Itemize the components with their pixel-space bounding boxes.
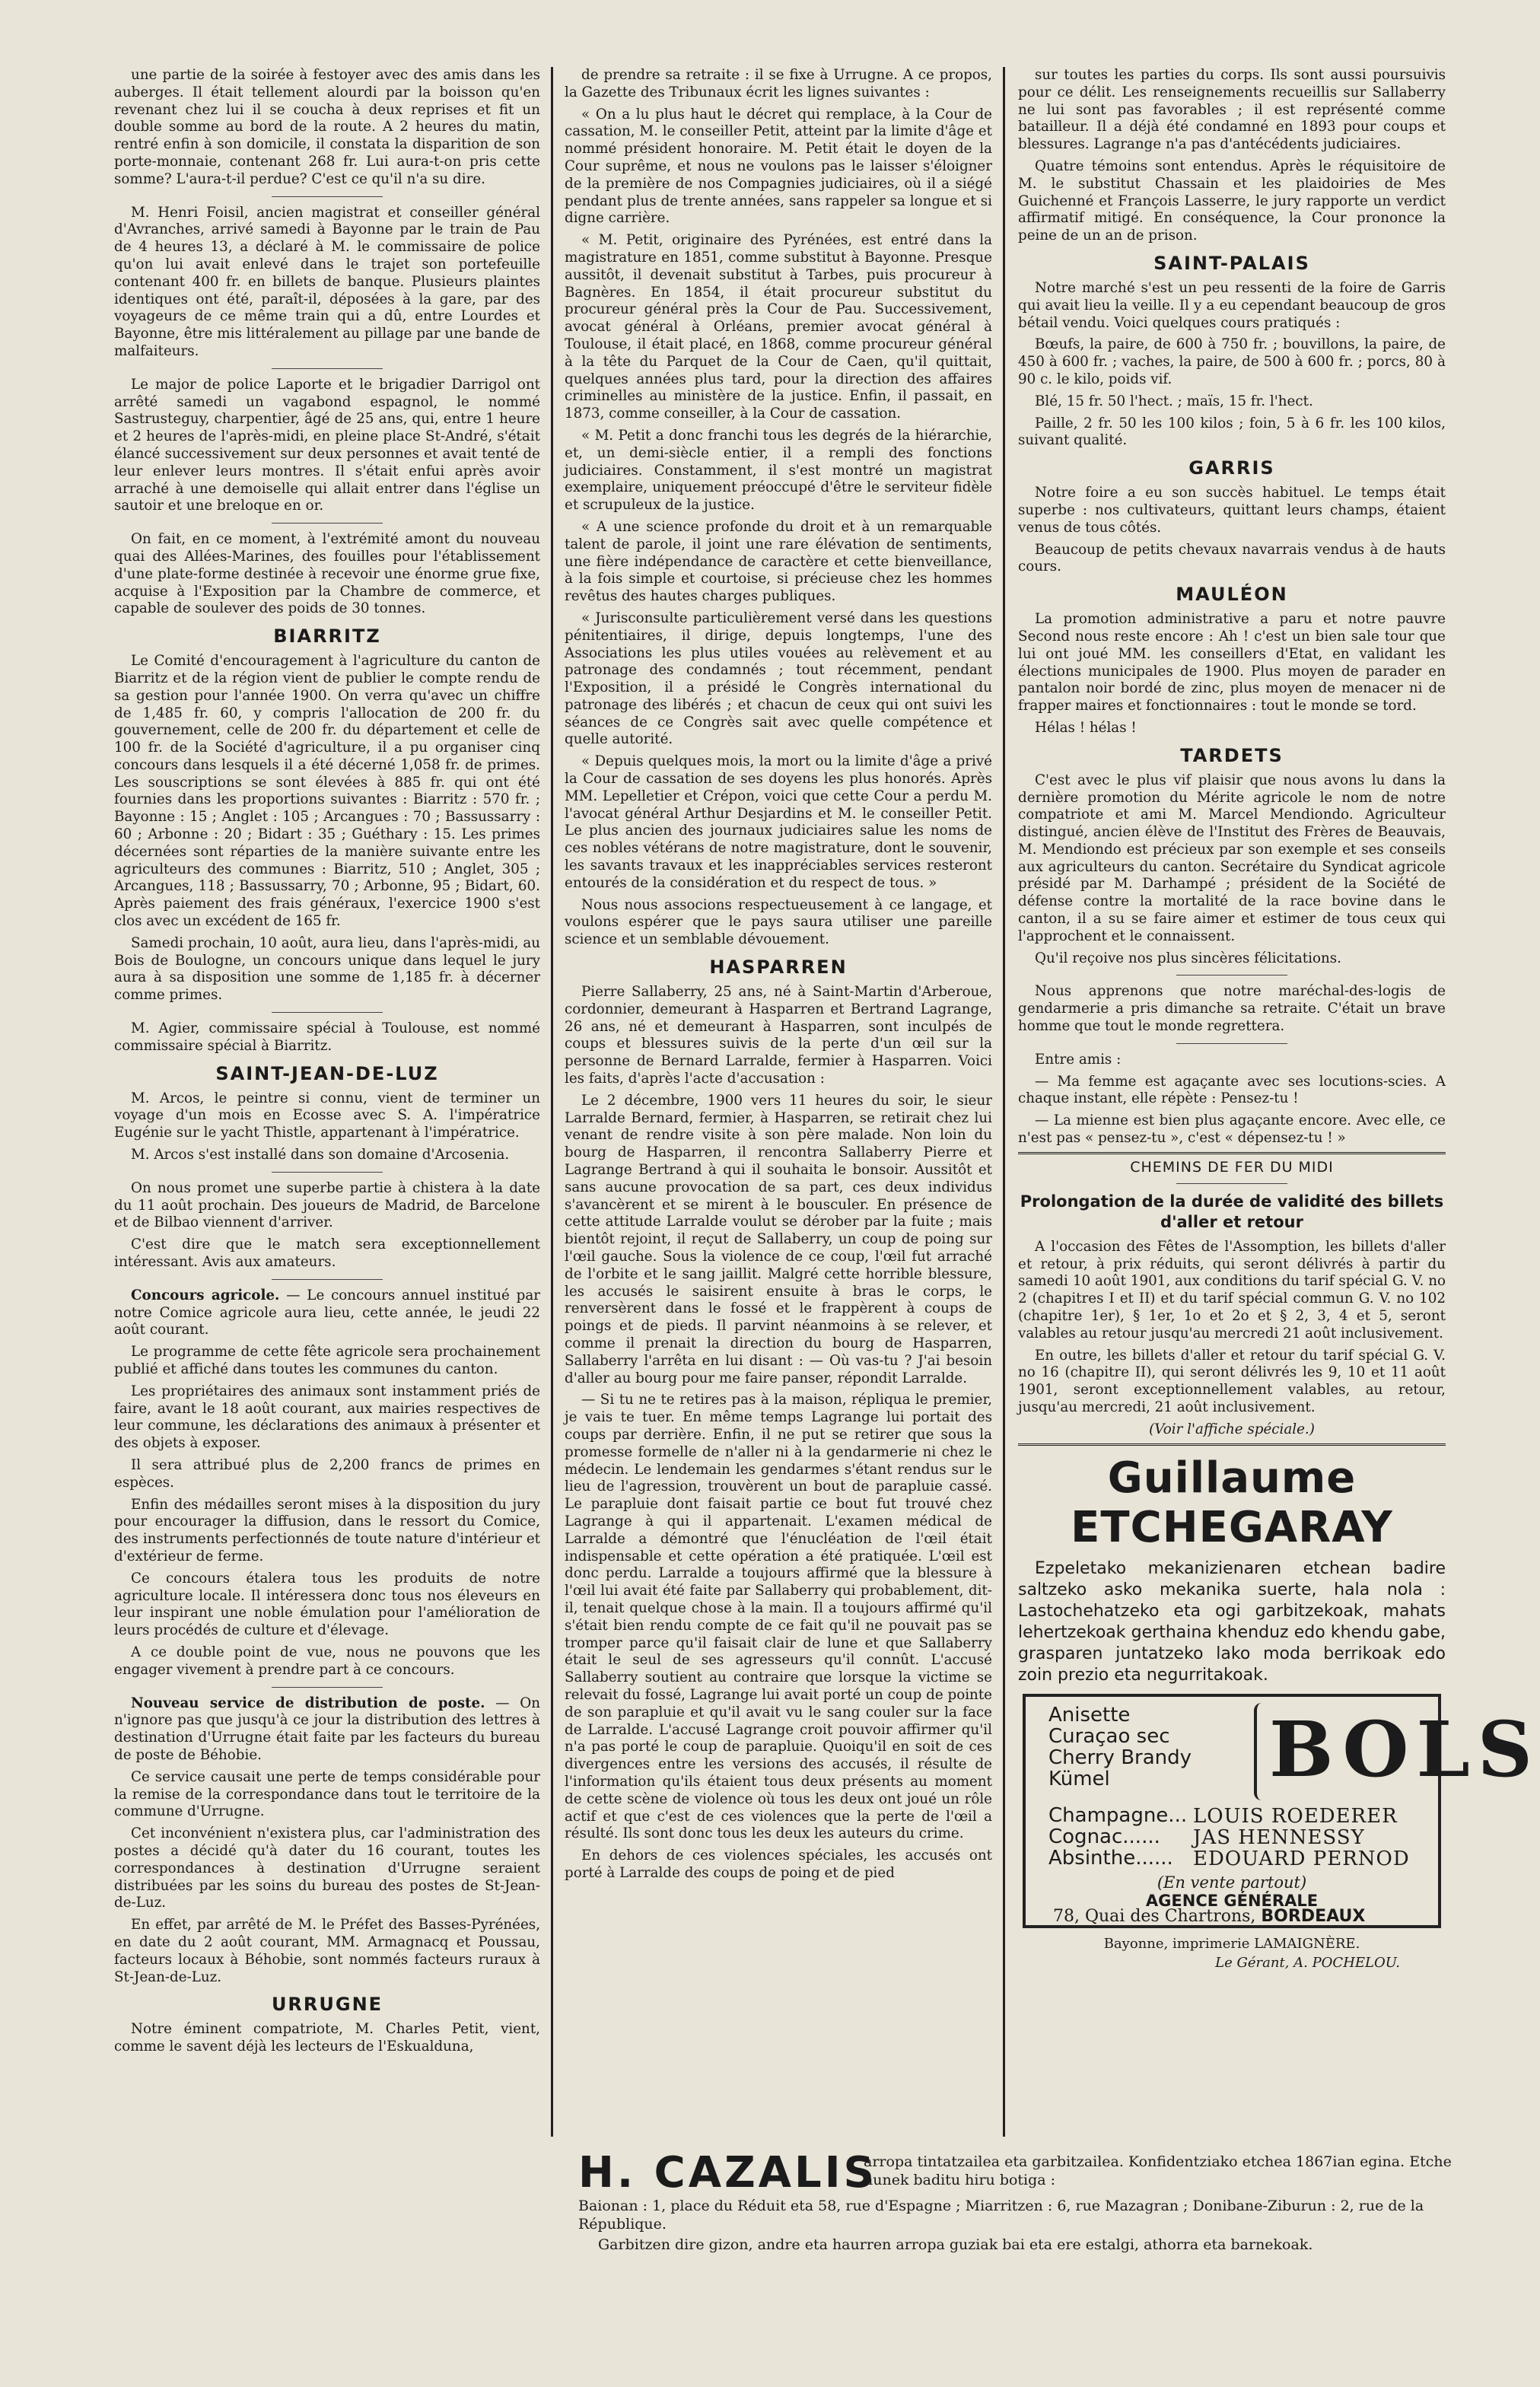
article-text: Les propriétaires des animaux sont instamment priés de faire, avant le 18 août courant, aux mairies respectives de leur commune, les déclarations des animaux à présenter et des objets à exposer. bbox=[114, 1383, 540, 1452]
article-text: Le Comité d'encouragement à l'agriculture du canton de Biarritz et de la région vient de publier le compte rendu de sa gestion pour l'année 1900. On verra qu'avec un chiffre de 1,485 fr. 60, y compris l'allocation de 200 fr. du gouvernement, celle de 200 fr. du département et celle de 100 fr. de la Société d'agriculture, il a pu organiser cinq concours dans lesquels il a été décerné 1,058 fr. de primes. Les souscriptions se sont élevées à 885 fr. qui ont été fournies dans les proportions suivantes : Biarritz : 570 fr. ; Bayonne : 15 ; Anglet : 105 ; Arcangues : 70 ; Bassussarry : 60 ; Arbonne : 20 ; Bidart : 35 ; Guéthary : 15. Les primes décernées sont réparties de la manière suivante entre les agriculteurs des communes : Biarritz, 510 ; Anglet, 305 ; Arcangues, 118 ; Bassussarry, 70 ; Arbonne, 95 ; Bidart, 60. Après paiement des frais généraux, l'exercice 1900 s'est clos avec un excédent de 165 fr. bbox=[114, 653, 540, 930]
article-text: A l'occasion des Fêtes de l'Assomption, les billets d'aller et retour, à prix réduits, qui seront délivrés à partir du samedi 10 août 1901, aux conditions du tarif spécial G. V. no 2 (chapitres I et II) et du tarif spécial commun G. V. no 102 (chapitre 1er), § 1er, 1o et 2o et § 2, 3, 4 et 5, seront valables au retour jusqu'au mercredi 21 août inclusivement. bbox=[1018, 1238, 1446, 1341]
divider bbox=[1176, 1183, 1287, 1184]
advert-etchegaray-title: Guillaume ETCHEGARAY bbox=[1071, 1453, 1393, 1552]
drink-name: Absinthe...... bbox=[1048, 1846, 1173, 1870]
article-text: — Ma femme est agaçante avec ses locutions-scies. A chaque instant, elle répète : Pensez-tu ! bbox=[1018, 1073, 1446, 1107]
bols-brand: BOLS bbox=[1269, 1704, 1540, 1794]
railway-title: Prolongation de la durée de validité des billets d'aller et retour bbox=[1020, 1192, 1444, 1231]
article-text: Entre amis : bbox=[1035, 1051, 1122, 1068]
article-text: M. Arcos, le peintre si connu, vient de terminer un voyage d'un mois en Ecosse avec S. A. l'impératrice Eugénie sur le yacht Thistle, appartenant à l'impératrice. bbox=[114, 1090, 540, 1141]
bols-address-street: 78, Quai des Chartrons, bbox=[1053, 1906, 1256, 1926]
drink-name: Cognac...... bbox=[1048, 1825, 1160, 1848]
divider bbox=[272, 1687, 383, 1688]
cazalis-text: arropa tintatzailea eta garbitzailea. Konfidentziako etchea 1867ian egina. Etche hunek baditu hiru botiga : bbox=[864, 2153, 1452, 2188]
bols-product: Curaçao sec bbox=[1048, 1724, 1170, 1748]
divider bbox=[272, 368, 383, 369]
gerant-credit: Le Gérant, A. POCHELOU. bbox=[1215, 1954, 1400, 1971]
railway-heading: CHEMINS DE FER DU MIDI bbox=[1130, 1158, 1334, 1176]
column-rule bbox=[551, 67, 553, 2137]
article-text: On fait, en ce moment, à l'extrémité amont du nouveau quai des Allées-Marines, des fouilles pour l'établissement d'une plate-forme destinée à recevoir une énorme grue fixe, acquise à l'Exposition par la Chambre de commerce, et capable de soulever des poids de 30 tonnes. bbox=[114, 531, 540, 617]
article-text: « On a lu plus haut le décret qui remplace, à la Cour de cassation, M. le conseiller Petit, atteint par la limite d'âge et nommé président honoraire. M. Petit était le doyen de la Cour suprême, et nous ne voulons pas le laisser s'éloigner de la première de nos Compagnies judiciaires, où il a siégé pendant plus de trente années, sans rappeler sa longue et si digne carrière. bbox=[565, 106, 992, 227]
article-lead: Nouveau service de distribution de poste. bbox=[131, 1695, 485, 1711]
bols-address bbox=[1053, 1907, 1365, 1926]
brand-name: EDOUARD PERNOD bbox=[1193, 1847, 1410, 1870]
article-text: de prendre sa retraite : il se fixe à Urrugne. A ce propos, la Gazette des Tribunaux écrit les lignes suivantes : bbox=[565, 67, 992, 100]
column-2 bbox=[565, 67, 992, 2137]
article-text: A ce double point de vue, nous ne pouvons que les engager vivement à prendre part à ce concours. bbox=[114, 1644, 540, 1678]
article-text: Cet inconvénient n'existera plus, car l'administration des postes a décidé qu'à dater du 16 courant, toutes les correspondances à destination d'Urrugne seraient distribuées par les soins du bureau des postes de St-Jean-de-Luz. bbox=[114, 1825, 540, 1911]
bols-product: Kümel bbox=[1048, 1767, 1110, 1790]
article-text: En dehors de ces violences spéciales, les accusés ont porté à Larralde des coups de poing et de pied bbox=[565, 1848, 992, 1881]
article-text: Hélas ! hélas ! bbox=[1035, 719, 1137, 736]
section-heading-biarritz: BIARRITZ bbox=[273, 625, 381, 648]
advert-bols bbox=[1023, 1694, 1540, 1928]
article-text: Pierre Sallaberry, 25 ans, né à Saint-Martin d'Arberoue, cordonnier, demeurant à Hasparren et Bertrand Lagrange, 26 ans, né et demeurant à Hasparren, sont inculpés de coups et blessures suivis de la perte d'un œil sur la personne de Bernard Larralde, fermier à Hasparren. Voici les faits, d'après l'acte d'accusation : bbox=[565, 984, 992, 1087]
cazalis-text: Garbitzen dire gizon, andre eta haurren arropa guziak bai eta ere estalgi, athorra eta barnekoak. bbox=[598, 2236, 1313, 2253]
divider bbox=[272, 1279, 383, 1280]
article-text: La promotion administrative a paru et notre pauvre Second nous reste encore : Ah ! c'est un bien sale tour que lui ont joué MM. les conseillers d'Etat, en validant les élections municipales de 1900. Plus moyen de parader en pantalon noir bordé de zinc, plus moyen de menacer ni de frapper maires et fonctionnaires : tout le monde se tord. bbox=[1018, 611, 1446, 715]
article-lead: Concours agricole. bbox=[131, 1287, 280, 1303]
article-text bbox=[114, 1287, 540, 1339]
bols-address-city: BORDEAUX bbox=[1261, 1906, 1366, 1926]
divider bbox=[272, 1172, 383, 1173]
article-text: Notre éminent compatriote, M. Charles Petit, vient, comme le savent déjà les lecteurs de l'Eskualduna, bbox=[114, 2021, 540, 2055]
article-text-span: — On n'ignore pas que jusqu'à ce jour la distribution des lettres à destination d'Urrugne était faite par les facteurs du bureau de poste de Béhobie. bbox=[114, 1695, 541, 1763]
article-text: Qu'il reçoive nos plus sincères félicitations. bbox=[1035, 950, 1341, 966]
article-text: Le major de police Laporte et le brigadier Darrigol ont arrêté samedi un vagabond espagnol, le nommé Sastrusteguy, charpentier, âgé de 25 ans, qui, entre 1 heure et 2 heures de l'après-midi, en pleine place St-André, s'était élancé successivement sur deux personnes et avait tenté de leur enlever leurs montres. Il s'était enfui après avoir arraché à une demoiselle qui allait entrer dans l'église un sautoir et une breloque en or. bbox=[114, 376, 540, 514]
section-heading-urrugne: URRUGNE bbox=[271, 1994, 383, 2016]
column-1 bbox=[114, 67, 540, 2137]
divider bbox=[1176, 1043, 1287, 1044]
ad-divider bbox=[1018, 1152, 1446, 1154]
brand-name: JAS HENNESSY bbox=[1193, 1825, 1365, 1849]
article-text: Enfin des médailles seront mises à la disposition du jury pour encourager la diffusion, dans le ressort du Comice, des instruments perfectionnés de toute nature d'intérieur et d'extérieur de ferme. bbox=[114, 1496, 540, 1564]
article-text: « M. Petit a donc franchi tous les degrés de la hiérarchie, et, un demi-siècle entier, il a rempli des fonctions judiciaires. Constamment, il s'est montré un magistrat exemplaire, uniquement préoccupé d'être le serviteur fidèle et scrupuleux de la justice. bbox=[565, 427, 992, 514]
article-text-span: — Le concours annuel institué par notre Comice agricole aura lieu, cette année, le jeudi 22 août courant. bbox=[114, 1287, 540, 1338]
article-text: « Depuis quelques mois, la mort ou la limite d'âge a privé la Cour de cassation de ses doyens les plus honorés. Après MM. Lepelletier et Crépon, voici que cette Cour a perdu M. l'avocat général Arthur Desjardins et M. le conseiller Petit. Le plus ancien des journaux judiciaires salue les noms de ces nobles vétérans de notre magistrature, dont le souvenir, les savants travaux et les inappréciables services resteront entourés de la considération et du respect de tous. » bbox=[565, 753, 992, 891]
section-heading-tardets: TARDETS bbox=[1180, 744, 1284, 766]
article-text: Notre foire a eu son succès habituel. Le temps était superbe : nos cultivateurs, quittant leurs champs, étaient venus de tous côtés. bbox=[1018, 485, 1446, 536]
bols-agence: AGENCE GÉNÉRALE bbox=[1145, 1891, 1319, 1910]
article-text: sur toutes les parties du corps. Ils sont aussi poursuivis pour ce délit. Les renseignements recueillis sur Sallaberry ne lui sont pas favorables ; il est représenté comme batailleur. Il a déjà été condamné en 1893 pour coups et blessures. Lagrange n'a pas d'antécédents judiciaires. bbox=[1018, 67, 1446, 153]
article-text: M. Henri Foisil, ancien magistrat et conseiller général d'Avranches, arrivé samedi à Bayonne par le train de Pau de 4 heures 13, a déclaré à M. le commissaire de police qu'on lui avait enlevé dans le trajet son portefeuille contenant 400 fr. en billets de banque. Plusieurs plaintes identiques ont été, paraît-il, déposées à la gare, par des voyageurs de ce même train qui a dû, entre Lourdes et Bayonne, être mis littéralement au pillage par une bande de malfaiteurs. bbox=[114, 204, 540, 359]
brand-name: LOUIS ROEDERER bbox=[1193, 1804, 1398, 1828]
article-text: Notre marché s'est un peu ressenti de la foire de Garris qui avait lieu la veille. Il y a eu cependant beaucoup de gros bétail vendu. Voici quelques cours pratiqués : bbox=[1018, 279, 1446, 331]
article-text: Bœufs, la paire, de 600 à 750 fr. ; bouvillons, la paire, de 450 à 600 fr. ; vaches, la paire, de 500 à 600 fr. ; porcs, 80 à 90 c. le kilo, poids vif. bbox=[1018, 336, 1446, 387]
article-text: Ce concours étalera tous les produits de notre agriculture locale. Il intéressera donc tous nos éleveurs en leur inspirant une noble émulation pour l'amélioration de leurs procédés de culture et d'élevage. bbox=[114, 1570, 540, 1639]
article-text: En outre, les billets d'aller et retour du tarif spécial G. V. no 16 (chapitre II), qui seront délivrés les 9, 10 et 11 août 1901, seront exceptionnellement valables, au retour, jusqu'au mercredi, 21 août inclusivement. bbox=[1018, 1347, 1446, 1416]
section-heading-saint-palais: SAINT-PALAIS bbox=[1153, 252, 1310, 274]
article-text: Samedi prochain, 10 août, aura lieu, dans l'après-midi, au Bois de Boulogne, un concours unique dans lequel le jury aura à sa disposition une somme de 1,185 fr. à décerner comme primes. bbox=[114, 934, 540, 1004]
bracket-shape bbox=[1254, 1703, 1262, 1800]
article-text: Le 2 décembre, 1900 vers 11 heures du soir, le sieur Larralde Bernard, fermier, à Hasparren, se retirait chez lui venant de rendre visite à son père malade. Non loin du bourg de Hasparren, il rencontra Sallaberry Pierre et Lagrange Bertrand à qui il souhaita le bonsoir. Aussitôt et sans aucune provocation de sa part, ces deux individus s'avancèrent et se mirent à le bousculer. En présence de cette attitude Larralde voulut se dérober par la fuite ; mais bientôt rejoint, il reçut de Sallaberry, un coup de poing sur l'œil gauche. Sous la violence de ce coup, l'œil fut arraché de l'orbite et le sang jaillit. Malgré cette horrible blessure, les accusés le saisirent ensuite à bras le corps, le renversèrent dans le fossé et le frappèrent à coups de poings et de pieds. Il parvint néanmoins à se relever, et comme il prenait la direction du bourg de Hasparren, Sallaberry l'arrêta en lui disant : — Où vas-tu ? J'ai besoin d'aller au bourg pour me faire panser, répondit Larralde. bbox=[565, 1092, 992, 1386]
article-text: C'est avec le plus vif plaisir que nous avons lu dans la dernière promotion du Mérite agricole le nom de notre compatriote et ami M. Marcel Mendiondo. Agriculteur distingué, ancien élève de l'Institut des Frères de Beauvais, M. Mendiondo est précieux par son exemple et ses conseils aux agriculteurs du canton. Secrétaire du Syndicat agricole présidé par M. Darhampé ; président de la Société de défense contre la mortalité de la race bovine dans le canton, il a su se faire aimer et estimer de tous ceux qui l'approchent et le connaissent. bbox=[1018, 772, 1446, 944]
bols-vente: (En vente partout) bbox=[1157, 1873, 1307, 1892]
article-text: On nous promet une superbe partie à chistera à la date du 11 août prochain. Des joueurs de Madrid, de Barcelone et de Bilbao viennent d'arriver. bbox=[114, 1179, 540, 1231]
article-text: « A une science profonde du droit et à un remarquable talent de parole, il joint une rare élévation de sentiments, une fière indépendance de caractère et cette bienveillance, à la fois simple et courtoise, si précieuse chez les hommes revêtus des hautes charges publiques. bbox=[565, 518, 992, 605]
article-text: C'est dire que le match sera exceptionnellement intéressant. Avis aux amateurs. bbox=[114, 1236, 540, 1271]
section-heading-hasparren: HASPARREN bbox=[709, 956, 848, 979]
article-text: (Voir l'affiche spéciale.) bbox=[1149, 1421, 1315, 1437]
section-heading-saint-jean-de-luz: SAINT-JEAN-DE-LUZ bbox=[215, 1062, 439, 1084]
article-text: Beaucoup de petits chevaux navarrais vendus à de hauts cours. bbox=[1018, 541, 1446, 575]
bols-product: Anisette bbox=[1048, 1703, 1131, 1727]
divider bbox=[272, 523, 383, 524]
section-heading-garris: GARRIS bbox=[1188, 457, 1275, 479]
article-text: M. Agier, commissaire spécial à Toulouse, est nommé commissaire spécial à Biarritz. bbox=[114, 1020, 540, 1054]
article-text: Nous apprenons que notre maréchal-des-logis de gendarmerie a pris dimanche sa retraite. C'était un brave homme que tout le monde regrettera. bbox=[1018, 983, 1446, 1035]
article-text: Nous nous associons respectueusement à ce langage, et voulons espérer que le pays saura utiliser une pareille science et un semblable dévouement. bbox=[565, 896, 992, 948]
article-text: Le programme de cette fête agricole sera prochainement publié et affiché dans toutes les communes du canton. bbox=[114, 1344, 540, 1377]
advert-etchegaray-text: Ezpeletako mekanizienaren etchean badire saltzeko asko mekanika suerte, hala nola : Lastochehatzeko eta ogi garbitzekoak, mahats lehertzekoak gerthaina khenduz edo khendu gabe, grasparen juntatzeko lako moda berrikoak edo zoin prezio eta negurritakoak. bbox=[1018, 1558, 1446, 1685]
article-text: Quatre témoins sont entendus. Après le réquisitoire de M. le substitut Chassain et les plaidoiries de Mes Guichenné et François Lasserre, le jury rapporte un verdict affirmatif mitigé. En conséquence, la Cour prononce la peine de un an de prison. bbox=[1018, 158, 1446, 244]
article-text: — La mienne est bien plus agaçante encore. Avec elle, ce n'est pas « pensez-tu », c'est « dépensez-tu ! » bbox=[1018, 1112, 1446, 1147]
divider bbox=[272, 196, 383, 197]
article-text: une partie de la soirée à festoyer avec des amis dans les auberges. Il était tellement alourdi par la boisson qu'en revenant chez lui il se coucha à deux reprises et fit un double somme au bord de la route. A 2 heures du matin, rentré enfin à son domicile, il constata la disparition de son porte-monnaie, contenant 268 fr. Lui aura-t-on pris cette somme? L'aura-t-il perdue? C'est ce qu'il n'a su dire. bbox=[114, 67, 540, 187]
article-text: Paille, 2 fr. 50 les 100 kilos ; foin, 5 à 6 fr. les 100 kilos, suivant qualité. bbox=[1018, 415, 1446, 449]
column-rule bbox=[1003, 67, 1005, 2137]
article-text bbox=[114, 1695, 540, 1765]
divider bbox=[272, 1012, 383, 1013]
section-heading-mauleon: MAULÉON bbox=[1176, 584, 1288, 606]
article-text: En effet, par arrêté de M. le Préfet des Basses-Pyrénées, en date du 2 août courant, MM. Armagnacq et Poussau, facteurs locaux à Béhobie, sont nommés facteurs ruraux à St-Jean-de-Luz. bbox=[114, 1917, 540, 1985]
ad-divider bbox=[1018, 1443, 1446, 1446]
article-text: Il sera attribué plus de 2,200 francs de primes en espèces. bbox=[114, 1456, 540, 1491]
article-text: « M. Petit, originaire des Pyrénées, est entré dans la magistrature en 1851, comme substitut à Bayonne. Presque aussitôt, il devenait substitut à Tarbes, puis procureur à Bagnères. En 1854, il était procureur substitut du procureur général près la Cour de Pau. Successivement, avocat général à Orléans, premier avocat général à Toulouse, il était placé, en 1868, comme procureur général à la tête du Parquet de la Cour de Caen, qu'il quittait, quelques années plus tard, pour la direction des affaires criminelles au ministère de la justice. Enfin, il passait, en 1873, comme conseiller, à la Cour de cassation. bbox=[565, 232, 992, 422]
column-3 bbox=[1018, 67, 1540, 2137]
article-text: — Si tu ne te retires pas à la maison, répliqua le premier, je vais te tuer. En même temps Lagrange lui portait des coups par derrière. Enfin, il ne put se retirer que sous la promesse formelle de n'aller ni à la gendarmerie ni chez le médecin. Le lendemain les gendarmes s'étant rendus sur le lieu de l'agression, trouvèrent un bout de parapluie cassé. Le parapluie dont faisait partie ce bout fut trouvé chez Lagrange à qui il appartenait. L'examen médical de Larralde a démontré que l'énucléation de l'œil était indispensable et cette opération a été pratiquée. L'œil est donc perdu. Larralde a toujours affirmé que la blessure à l'œil lui avait été faite par Sallaberry qui probablement, dit-il, tenait quelque chose à la main. Il a toujours affirmé qu'il s'était bien rendu compte de ce fait qu'il ne pouvait pas se tromper parce qu'il faisait clair de lune et que Sallaberry était le seul de ses agresseurs qu'il connût. L'accusé Sallaberry soutient au contraire que lorsque la victime se relevait du fossé, Lagrange lui avait porté un coup de pointe de son parapluie et qu'il avait vu le sang couler sur la face de Larralde. L'accusé Lagrange croit pouvoir affirmer qu'il n'a pas porté le coup de parapluie. Quoiqu'il en soit de ces divergences entre les versions des accusés, il résulte de l'information qu'ils étaient tous deux présents au moment de cette scène de violence où tous les deux ont joué un rôle actif et que c'est de ces violences que la perte de l'œil a résulté. Ils sont donc tous les deux les auteurs du crime. bbox=[565, 1392, 992, 1842]
article-text: « Jurisconsulte particulièrement versé dans les questions pénitentiaires, il dirige, depuis longtemps, l'une des Associations les plus utiles vouées au relèvement et au patronage des condamnés ; tout récemment, pendant l'Exposition, il a présidé le Congrès international du patronage des libérés ; et chacun de ceux qui ont suivi les séances de ce Congrès sait avec quelle compétence et quelle autorité. bbox=[565, 609, 992, 748]
article-text: M. Arcos s'est installé dans son domaine d'Arcosenia. bbox=[131, 1147, 510, 1163]
drink-name: Champagne... bbox=[1048, 1803, 1188, 1827]
bols-product: Cherry Brandy bbox=[1048, 1746, 1192, 1769]
article-text: Ce service causait une perte de temps considérable pour la remise de la correspondance dans tout le territoire de la commune d'Urrugne. bbox=[114, 1768, 540, 1820]
article-text: Blé, 15 fr. 50 l'hect. ; maïs, 15 fr. l'hect. bbox=[1035, 393, 1313, 409]
cazalis-title: H. CAZALIS bbox=[578, 2148, 877, 2198]
cazalis-address: Baionan : 1, place du Réduit eta 58, rue d'Espagne ; Miarritzen : 6, rue Mazagran ; Donibane-Ziburun : 2, rue de la République. bbox=[578, 2198, 1424, 2233]
printer-credit: Bayonne, imprimerie LAMAIGNÈRE. bbox=[1103, 1935, 1360, 1952]
